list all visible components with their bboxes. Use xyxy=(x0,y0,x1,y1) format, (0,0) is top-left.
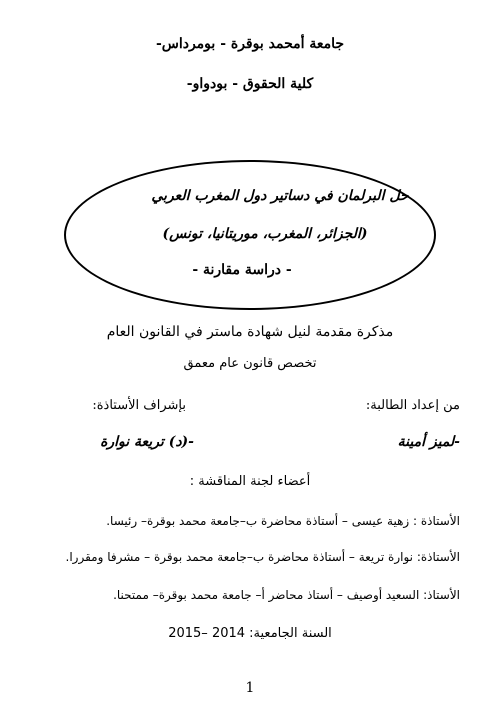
committee-member: الأستاذ: السعيد أوصيف – أستاذ محاضر أ– جامعة محمد بوقرة– ممتحنا. xyxy=(113,588,460,602)
page-number: 1 xyxy=(245,680,255,696)
student-name: -لميز أمينة xyxy=(397,434,460,450)
supervisor-label: بإشراف الأستاذة: xyxy=(92,398,186,413)
supervisor-name: -(د) تريعة نوارة xyxy=(100,434,194,450)
academic-year: السنة الجامعية: 2014 –2015 xyxy=(168,626,332,641)
committee-heading: أعضاء لجنة المناقشة : xyxy=(189,474,311,489)
faculty-name: كلية الحقوق - بودواو- xyxy=(186,76,314,92)
study-type: - دراسة مقارنة - xyxy=(192,262,292,278)
specialization: تخصص قانون عام معمق xyxy=(183,356,317,371)
thesis-title: حل البرلمان في دساتير دول المغرب العربي xyxy=(151,188,409,204)
prepared-by-label: من إعداد الطالبة: xyxy=(365,398,460,413)
memo-purpose: مذكرة مقدمة لنيل شهادة ماستر في القانون العام xyxy=(106,324,394,340)
university-name: جامعة أمحمد بوقرة - بومرداس- xyxy=(155,36,345,52)
thesis-countries: (الجزائر، المغرب، موريتانيا، تونس) xyxy=(162,226,368,242)
committee-member: الأستاذة : زهية عيسى – أستاذة محاضرة ب–جامعة محمد بوقرة– رئيسا. xyxy=(106,514,460,528)
committee-member: الأستاذة: نوارة تريعة – أستاذة محاضرة ب–جامعة محمد بوقرة – مشرفا ومقررا. xyxy=(65,550,460,564)
